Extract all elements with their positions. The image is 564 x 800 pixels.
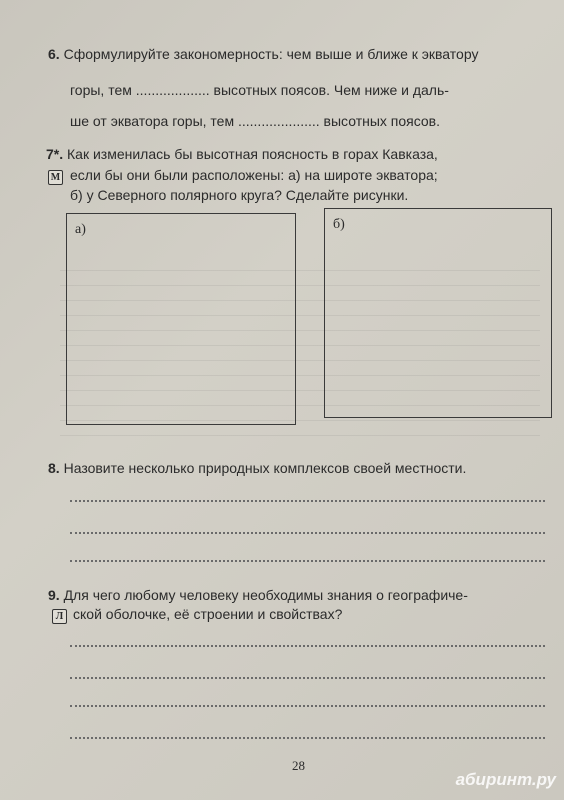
task6-line3: ше от экватора горы, тем ..................... высотных поясов.: [70, 113, 441, 129]
task6-number: 6.: [48, 46, 60, 62]
task8-line: [48, 460, 466, 476]
box-b-label: б): [333, 217, 345, 232]
task7-line2: если бы они были расположены: а) на широте экватора;: [70, 167, 438, 183]
task9-text1: Для чего любому человеку необходимы знания о географиче-: [63, 587, 468, 603]
drawing-box-a[interactable]: [66, 213, 296, 425]
task7-text1: Как изменилась бы высотная поясность в горах Кавказа,: [67, 146, 438, 162]
text-icon: Л: [52, 609, 67, 624]
watermark: абиринт.ру: [455, 770, 556, 789]
task9-line1: [48, 587, 468, 603]
task8-number: 8.: [48, 460, 60, 476]
answer-line[interactable]: [70, 500, 545, 502]
answer-line[interactable]: [70, 645, 545, 647]
task9-line2: ской оболочке, её строении и свойствах?: [73, 606, 343, 622]
task7-line3: б) у Северного полярного круга? Сделайте рисунки.: [70, 187, 409, 203]
task6-text1: Сформулируйте закономерность: чем выше и ближе к экватору: [63, 46, 479, 62]
task6-line2: горы, тем ................... высотных поясов. Чем ниже и даль-: [70, 82, 449, 98]
answer-line[interactable]: [70, 560, 545, 562]
box-a-label: а): [75, 222, 86, 237]
task8-text: Назовите несколько природных комплексов своей местности.: [63, 460, 467, 476]
task7-number: 7*.: [46, 146, 64, 162]
task9-number: 9.: [48, 587, 60, 603]
answer-line[interactable]: [70, 705, 545, 707]
answer-line[interactable]: [70, 677, 545, 679]
page-number: 28: [292, 758, 305, 773]
task6-line1: [48, 46, 478, 62]
answer-line[interactable]: [70, 737, 545, 739]
task7-line1: [46, 146, 438, 162]
drawing-box-b[interactable]: [324, 208, 552, 418]
answer-line[interactable]: [70, 532, 545, 534]
model-icon: М: [48, 170, 63, 185]
